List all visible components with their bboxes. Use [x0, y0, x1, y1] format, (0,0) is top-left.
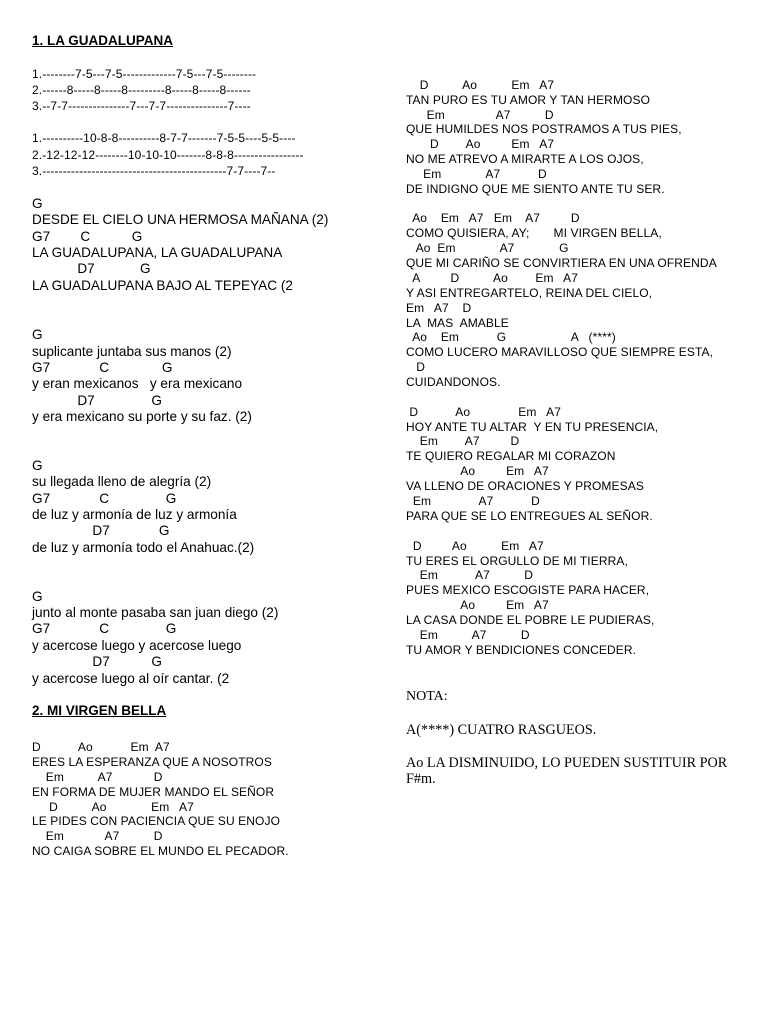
- chord-line: Em A7 D: [406, 108, 554, 122]
- lyric-line: y era mexicano su porte y su faz. (2): [32, 409, 252, 424]
- tab-line: 3.---------------------------------------------7-7----7--: [32, 164, 276, 178]
- lyric-line: y acercose luego y acercose luego: [32, 638, 242, 653]
- chord-line: D7 G: [32, 523, 170, 538]
- tab-line: 3.--7-7---------------7---7-7---------------7----: [32, 99, 251, 113]
- chord-line: G7 C G: [32, 621, 177, 636]
- lyric-line: NO CAIGA SOBRE EL MUNDO EL PECADOR.: [32, 844, 289, 858]
- chord-line: Em A7 D: [406, 568, 534, 582]
- chord-line: D7 G: [32, 654, 162, 669]
- lyric-line: LA GUADALUPANA, LA GUADALUPANA: [32, 245, 283, 260]
- lyric-line: TU ERES EL ORGULLO DE MI TIERRA,: [406, 554, 628, 568]
- lyric-line: COMO QUISIERA, AY; MI VIRGEN BELLA,: [406, 226, 662, 240]
- chord-line: D: [406, 360, 426, 374]
- lyric-line: LA GUADALUPANA BAJO AL TEPEYAC (2: [32, 278, 293, 293]
- chord-line: D7 G: [32, 261, 151, 276]
- lyric-line: VA LLENO DE ORACIONES Y PROMESAS: [406, 479, 644, 493]
- chord-line: Ao Em A7: [406, 598, 549, 612]
- lyric-line: CUIDANDONOS.: [406, 375, 501, 389]
- lyric-line: DESDE EL CIELO UNA HERMOSA MAÑANA (2): [32, 212, 329, 227]
- chord-line: D Ao Em A7: [32, 740, 170, 754]
- tab-line: 2.-12-12-12--------10-10-10-------8-8-8-----------------: [32, 148, 304, 162]
- note-heading: NOTA:: [406, 689, 448, 704]
- lyric-line: COMO LUCERO MARAVILLOSO QUE SIEMPRE ESTA,: [406, 345, 714, 359]
- lyric-line: y acercose luego al oír cantar. (2: [32, 671, 230, 686]
- chord-line: Ao Em A7 G: [406, 241, 569, 255]
- chord-line: D Ao Em A7: [406, 405, 561, 419]
- lyric-line: HOY ANTE TU ALTAR Y EN TU PRESENCIA,: [406, 420, 659, 434]
- lyric-line: suplicante juntaba sus manos (2): [32, 344, 232, 359]
- lyric-line: ERES LA ESPERANZA QUE A NOSOTROS: [32, 755, 272, 769]
- lyric-line: NO ME ATREVO A MIRARTE A LOS OJOS,: [406, 152, 644, 166]
- chord-line: Em A7 D: [32, 829, 163, 843]
- chord-line: G7 C G: [32, 491, 177, 506]
- chord-line: Ao Em A7 Em A7 D: [406, 211, 580, 225]
- lyric-line: su llegada lleno de alegría (2): [32, 474, 212, 489]
- chord-line: G7 C G: [32, 360, 173, 375]
- chord-line: G7 C G: [32, 229, 143, 244]
- chord-line: G: [32, 196, 43, 211]
- note-line: Ao LA DISMINUIDO, LO PUEDEN SUSTITUIR POR: [406, 755, 728, 771]
- lyric-line: junto al monte pasaba san juan diego (2): [32, 605, 279, 620]
- lyric-line: TU AMOR Y BENDICIONES CONCEDER.: [406, 643, 637, 657]
- chord-line: D Ao Em A7: [406, 78, 555, 92]
- lyric-line: PARA QUE SE LO ENTREGUES AL SEÑOR.: [406, 509, 653, 523]
- chord-line: G: [32, 458, 43, 473]
- chord-line: D Ao Em A7: [406, 137, 555, 151]
- chord-line: Em A7 D: [406, 494, 540, 508]
- lyric-line: QUE HUMILDES NOS POSTRAMOS A TUS PIES,: [406, 122, 682, 136]
- chord-line: Em A7 D: [406, 167, 547, 181]
- tab-line: 1.----------10-8-8----------8-7-7-------7-5-5----5-5----: [32, 131, 296, 145]
- lyric-line: TE QUIERO REGALAR MI CORAZON: [406, 449, 616, 463]
- tab-line: 2.------8-----8-----8---------8-----8-----8------: [32, 83, 251, 97]
- chord-line: Em A7 D: [406, 301, 472, 315]
- chord-line: D7 G: [32, 393, 162, 408]
- chord-line: Ao Em A7: [406, 464, 549, 478]
- lyric-line: TAN PURO ES TU AMOR Y TAN HERMOSO: [406, 93, 651, 107]
- lyric-line: LA MAS AMABLE: [406, 316, 509, 330]
- lyric-line: Y ASI ENTREGARTELO, REINA DEL CIELO,: [406, 286, 653, 300]
- chord-line: A D Ao Em A7: [406, 271, 579, 285]
- chord-line: D Ao Em A7: [406, 539, 544, 553]
- lyric-line: PUES MEXICO ESCOGISTE PARA HACER,: [406, 583, 650, 597]
- chord-line: G: [32, 589, 43, 604]
- song-title-la-guadalupana: 1. LA GUADALUPANA: [32, 33, 173, 48]
- chord-line: Em A7 D: [32, 770, 163, 784]
- song-title-mi-virgen-bella: 2. MI VIRGEN BELLA: [32, 703, 167, 718]
- note-line: F#m.: [406, 771, 436, 787]
- note-line: A(****) CUATRO RASGUEOS.: [406, 722, 597, 738]
- lyric-line: QUE MI CARIÑO SE CONVIRTIERA EN UNA OFRENDA: [406, 256, 717, 270]
- chord-line: G: [32, 327, 43, 342]
- lyric-line: LA CASA DONDE EL POBRE LE PUDIERAS,: [406, 613, 655, 627]
- chord-line: D Ao Em A7: [32, 800, 194, 814]
- lyric-line: EN FORMA DE MUJER MANDO EL SEÑOR: [32, 785, 275, 799]
- chord-line: Ao Em G A (****): [406, 330, 616, 344]
- lyric-line: de luz y armonía de luz y armonía: [32, 507, 237, 522]
- chord-line: Em A7 D: [406, 434, 520, 448]
- chord-line: Em A7 D: [406, 628, 530, 642]
- lyric-line: y eran mexicanos y era mexicano: [32, 376, 243, 391]
- lyric-line: DE INDIGNO QUE ME SIENTO ANTE TU SER.: [406, 182, 665, 196]
- lyric-line: LE PIDES CON PACIENCIA QUE SU ENOJO: [32, 814, 280, 828]
- lyric-line: de luz y armonía todo el Anahuac.(2): [32, 540, 255, 555]
- tab-line: 1.--------7-5---7-5-------------7-5---7-5--------: [32, 67, 257, 81]
